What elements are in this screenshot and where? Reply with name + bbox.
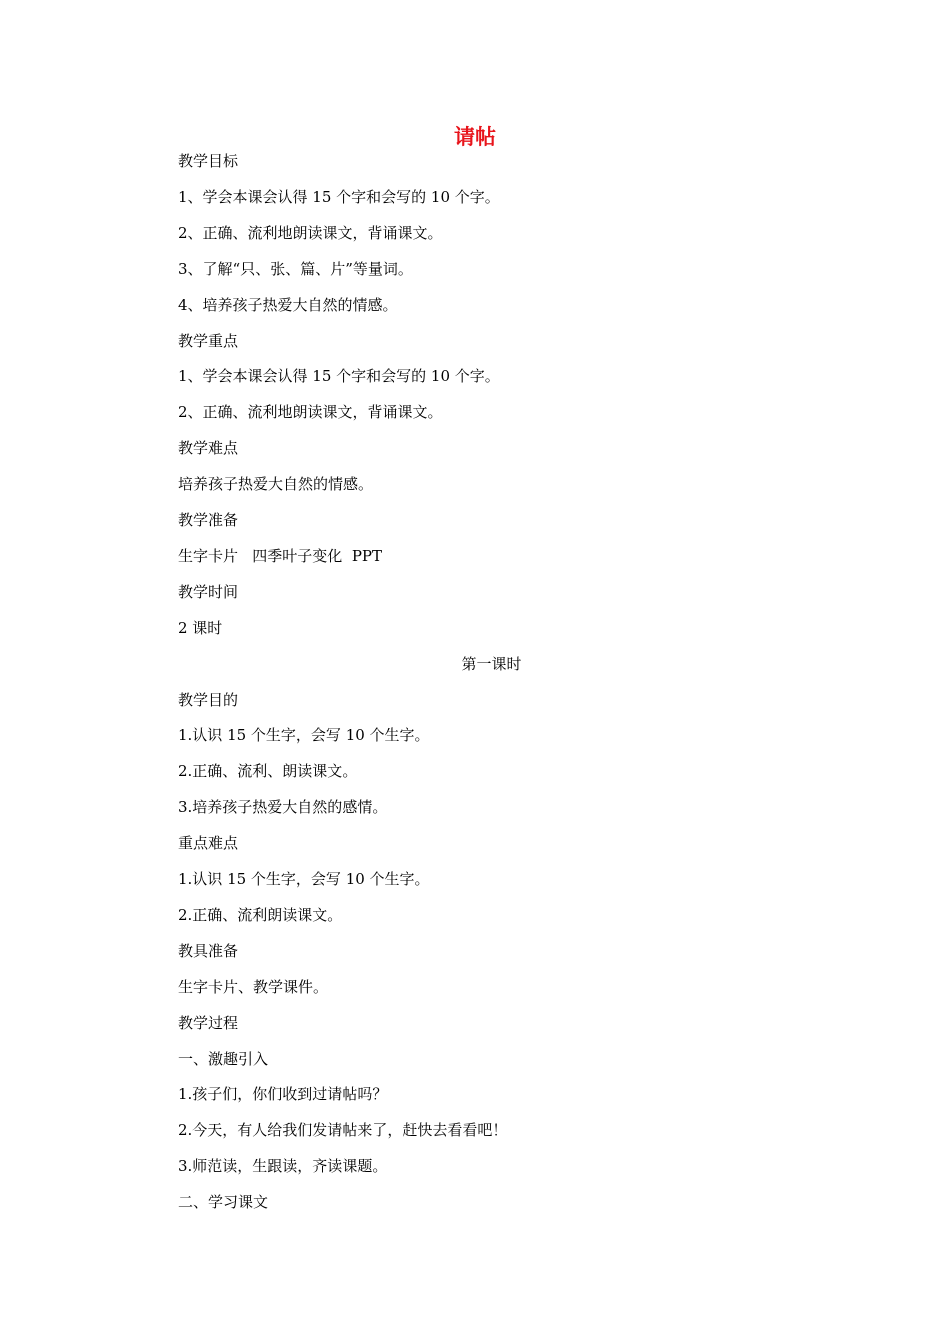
text-line: 1、学会本课会认得 15 个字和会写的 10 个字。	[178, 187, 500, 206]
text-line: 教学难点	[178, 439, 239, 458]
text-line: 教学准备	[178, 511, 239, 529]
text-line: 2、正确、流利地朗读课文，背诵课文。	[178, 223, 443, 242]
text-line: 3、了解“只、张、篇、片”等量词。	[178, 259, 413, 278]
text-line: 2、正确、流利地朗读课文，背诵课文。	[178, 403, 443, 422]
text-line: 1、学会本课会认得 15 个字和会写的 10 个字。	[178, 367, 500, 386]
text-line: 3.师范读，生跟读，齐读课题。	[178, 1157, 388, 1176]
document-title: 请帖	[454, 125, 496, 149]
text-line: 1.认识 15 个生字，会写 10 个生字。	[178, 870, 430, 888]
text-line: 1.认识 15 个生字，会写 10 个生字。	[178, 726, 430, 745]
text-line: 2.今天，有人给我们发请帖来了，赶快去看看吧！	[178, 1121, 508, 1140]
text-line: 生字卡片、教学课件。	[178, 977, 329, 996]
text-line: 一、激趣引入	[178, 1049, 269, 1068]
text-line: 2.正确、流利、朗读课文。	[178, 762, 358, 781]
text-line: 二、学习课文	[178, 1193, 269, 1212]
text-line: 生字卡片 四季叶子变化 PPT	[178, 546, 383, 565]
text-line: 教学时间	[178, 582, 239, 601]
text-line: 3.培养孩子热爱大自然的感情。	[178, 798, 388, 817]
text-line: 重点难点	[178, 834, 239, 853]
text-line: 教学目的	[178, 690, 239, 709]
text-line: 教学过程	[178, 1013, 239, 1032]
text-line: 培养孩子热爱大自然的情感。	[178, 475, 374, 494]
section-heading: 第一课时	[461, 654, 522, 673]
text-line: 1.孩子们，你们收到过请帖吗？	[178, 1085, 388, 1104]
text-line: 教具准备	[178, 941, 239, 960]
text-line: 2 课时	[178, 618, 223, 637]
text-line: 教学目标	[178, 152, 239, 170]
text-line: 4、培养孩子热爱大自然的情感。	[178, 295, 398, 314]
text-line: 2.正确、流利朗读课文。	[178, 905, 343, 924]
text-line: 教学重点	[178, 331, 239, 350]
